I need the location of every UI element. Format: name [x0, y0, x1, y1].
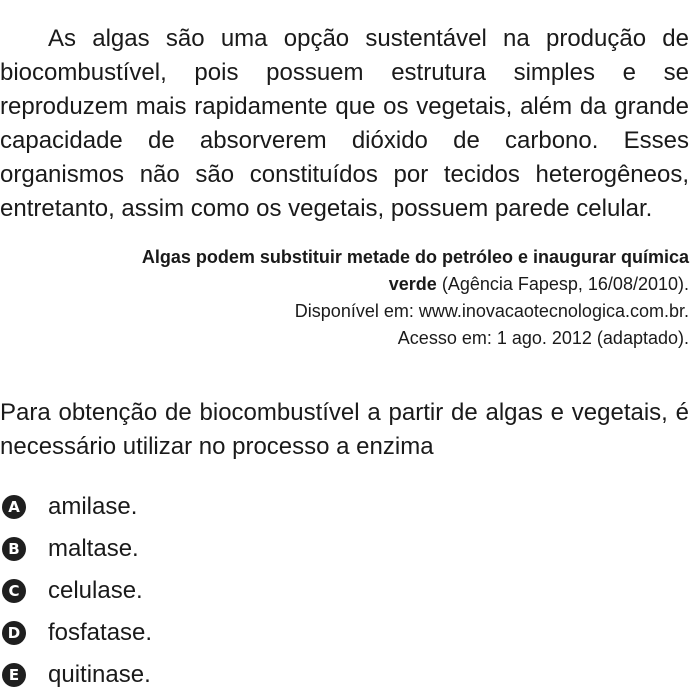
source-access: Acesso em: 1 ago. 2012 (adaptado). — [397, 328, 689, 348]
option-d[interactable] — [0, 612, 689, 654]
source-available: Disponível em: www.inovacaotecnologica.com.br. — [294, 301, 689, 321]
option-c-text: celulase. — [48, 577, 143, 604]
option-d-letter-icon: D — [2, 621, 26, 645]
option-b-text: maltase. — [48, 535, 139, 562]
source-title: Algas podem substituir metade do petróleo e inaugurar química verde — [141, 247, 689, 294]
option-b-letter-icon: B — [2, 537, 26, 561]
option-a[interactable] — [0, 486, 689, 528]
option-c[interactable] — [0, 570, 689, 612]
option-e-letter-icon: E — [2, 663, 26, 687]
source-attribution: (Agência Fapesp, 16/08/2010). — [441, 274, 689, 294]
answer-options — [0, 486, 689, 696]
option-b[interactable] — [0, 528, 689, 570]
option-a-letter-icon: A — [2, 495, 26, 519]
option-e[interactable] — [0, 654, 689, 696]
question-stem: Para obtenção de biocombustível a partir de algas e vegetais, é necessário utilizar no processo a enzima — [0, 399, 689, 460]
source-citation — [89, 244, 689, 352]
option-c-letter-icon: C — [2, 579, 26, 603]
option-e-text: quitinase. — [48, 661, 151, 688]
option-a-text: amilase. — [48, 493, 138, 520]
option-d-text: fosfatase. — [48, 619, 153, 646]
passage-text: As algas são uma opção sustentável na produção de biocombustível, pois possuem estrutura simples e se reproduzem mais rapidamente que os vegetais, além da grande capacidade de absorverem dióxido de carbono. Esses organismos não são constituídos por tecidos heterogêneos, entretanto, assim como os vegetais, possuem parede celular. — [0, 25, 689, 222]
